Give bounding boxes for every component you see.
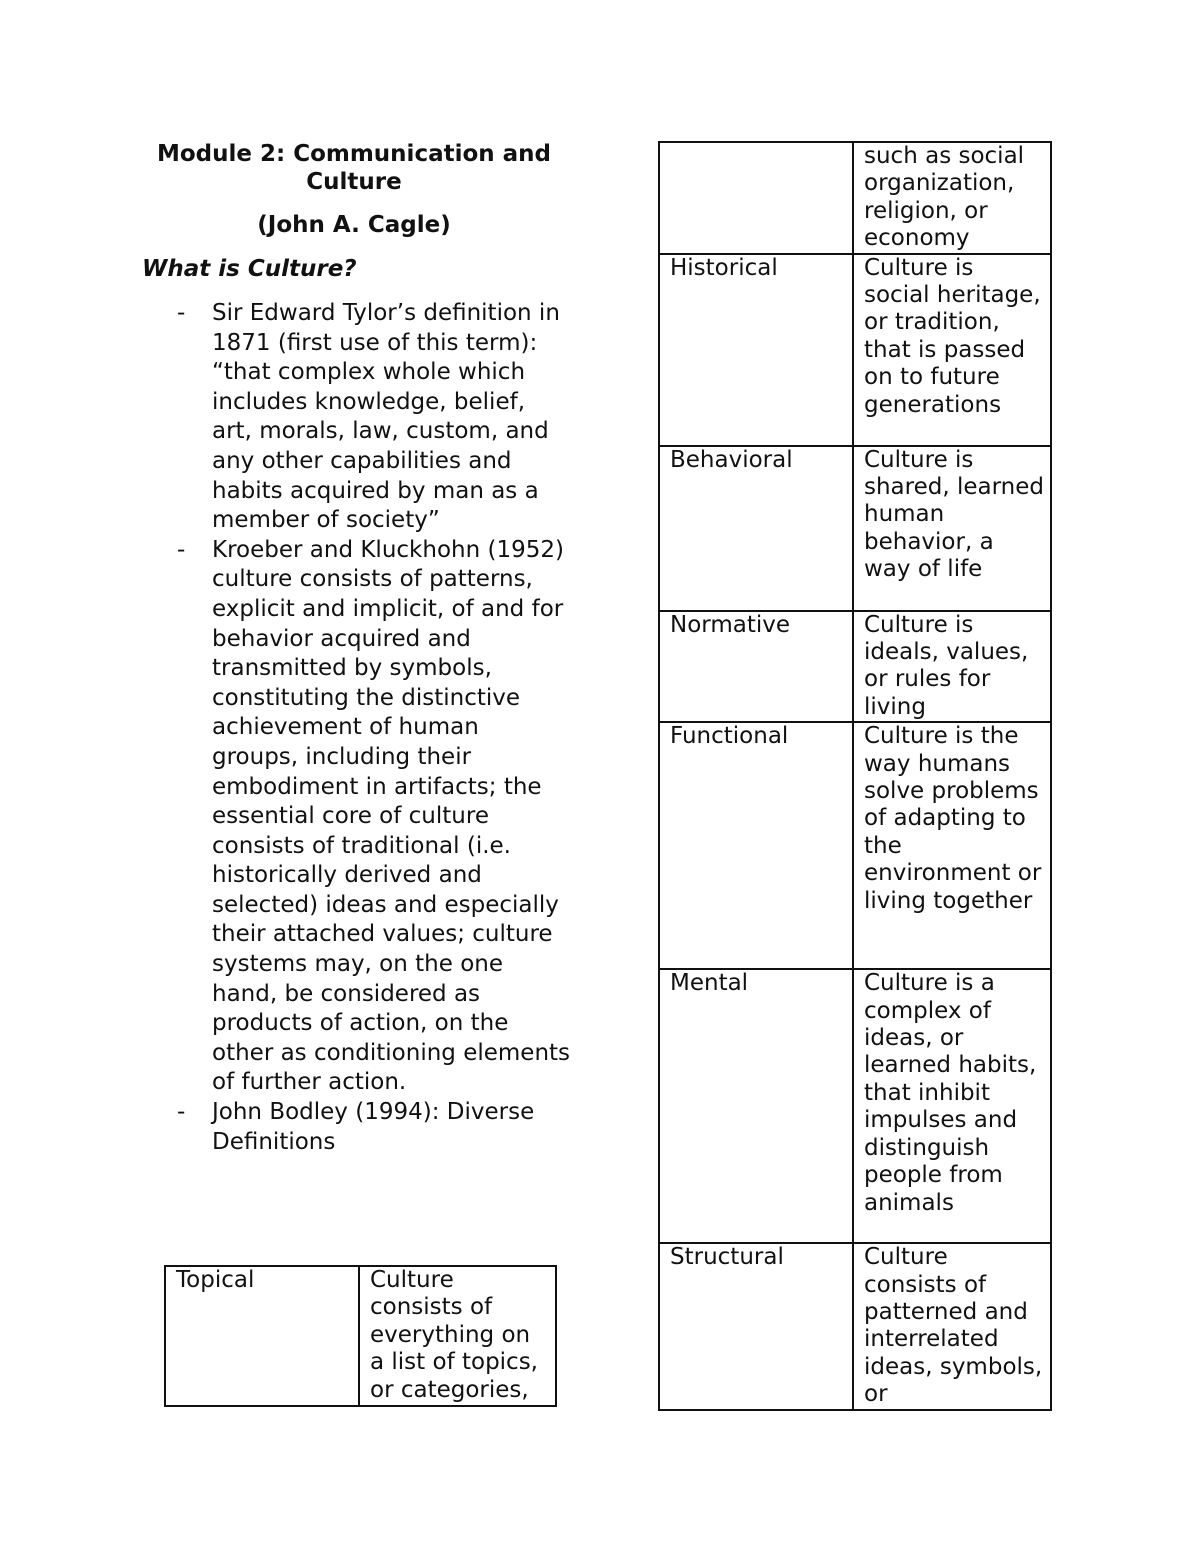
definitions-table-part-1 — [164, 1265, 557, 1407]
table-row — [659, 1243, 1051, 1409]
left-column — [140, 140, 571, 1157]
list-item-tylor — [140, 299, 572, 536]
bullet-lead: Sir Edward Tylor’s definition in 1871 (first use of this term): — [212, 300, 560, 356]
dash-bullet-icon: - — [177, 1099, 186, 1126]
table-row — [165, 1266, 556, 1406]
table-cell-definition: Culture is social heritage, or tradition, that is passed on to future generations — [853, 254, 1051, 446]
table-cell-term: Mental — [659, 969, 853, 1243]
table-row — [659, 142, 1051, 254]
table-row — [659, 611, 1051, 723]
table-row — [659, 969, 1051, 1243]
table-cell-term: Historical — [659, 254, 853, 446]
table-cell-term: Structural — [659, 1243, 853, 1409]
bullet-body: “that complex whole which includes knowledge, belief, art, morals, law, custom, and any other capabilities and habits acquired by man as a member of society” — [212, 359, 549, 534]
bullet-lead: John Bodley (1994): Diverse Definitions — [212, 1099, 535, 1155]
table-cell-term: Normative — [659, 611, 853, 723]
table-cell-definition: Culture is a complex of ideas, or learned habits, that inhibit impulses and distinguish people from animals — [853, 969, 1051, 1243]
table-row — [659, 446, 1051, 611]
definitions-table-part-2 — [658, 141, 1052, 1411]
table-cell-definition: Culture consists of everything on a list of topics, or categories, — [359, 1266, 556, 1406]
dash-bullet-icon: - — [177, 300, 186, 326]
table-cell-term: Behavioral — [659, 446, 853, 611]
bullet-lead: Kroeber and Kluckhohn (1952) — [212, 536, 564, 563]
table-cell-term — [659, 142, 853, 254]
table-cell-definition: Culture consists of patterned and interrelated ideas, symbols, or — [853, 1243, 1051, 1409]
bullet-body: culture consists of patterns, explicit and implicit, of and for behavior acquired and transmitted by symbols, constituting the distinctive achievement of human groups, including their embodiment in artifacts; the essential core of culture consists of traditional (i.e. historically derived and selected) ideas and especially their attached values; culture systems may, on the one hand, be considered as products of action, on the other as conditioning elements of further action. — [212, 566, 571, 1096]
table-cell-definition: Culture is the way humans solve problems of adapting to the environment or living together — [853, 722, 1051, 969]
author-line: (John A. Cagle) — [257, 212, 451, 238]
table-cell-term: Topical — [165, 1266, 359, 1406]
table-row — [659, 254, 1051, 446]
definition-list — [140, 299, 571, 1157]
dash-bullet-icon: - — [177, 536, 186, 563]
list-item-kroeber — [140, 536, 572, 1098]
table-cell-definition: Culture is ideals, values, or rules for living — [853, 611, 1051, 723]
table-cell-definition: such as social organization, religion, or economy — [853, 142, 1051, 254]
list-item-bodley — [140, 1098, 572, 1157]
module-title: Module 2: Communication and Culture — [156, 141, 552, 195]
table-cell-definition: Culture is shared, learned human behavior, a way of life — [853, 446, 1051, 611]
section-heading: What is Culture? — [142, 256, 357, 282]
table-row — [659, 722, 1051, 969]
table-cell-term: Functional — [659, 722, 853, 969]
